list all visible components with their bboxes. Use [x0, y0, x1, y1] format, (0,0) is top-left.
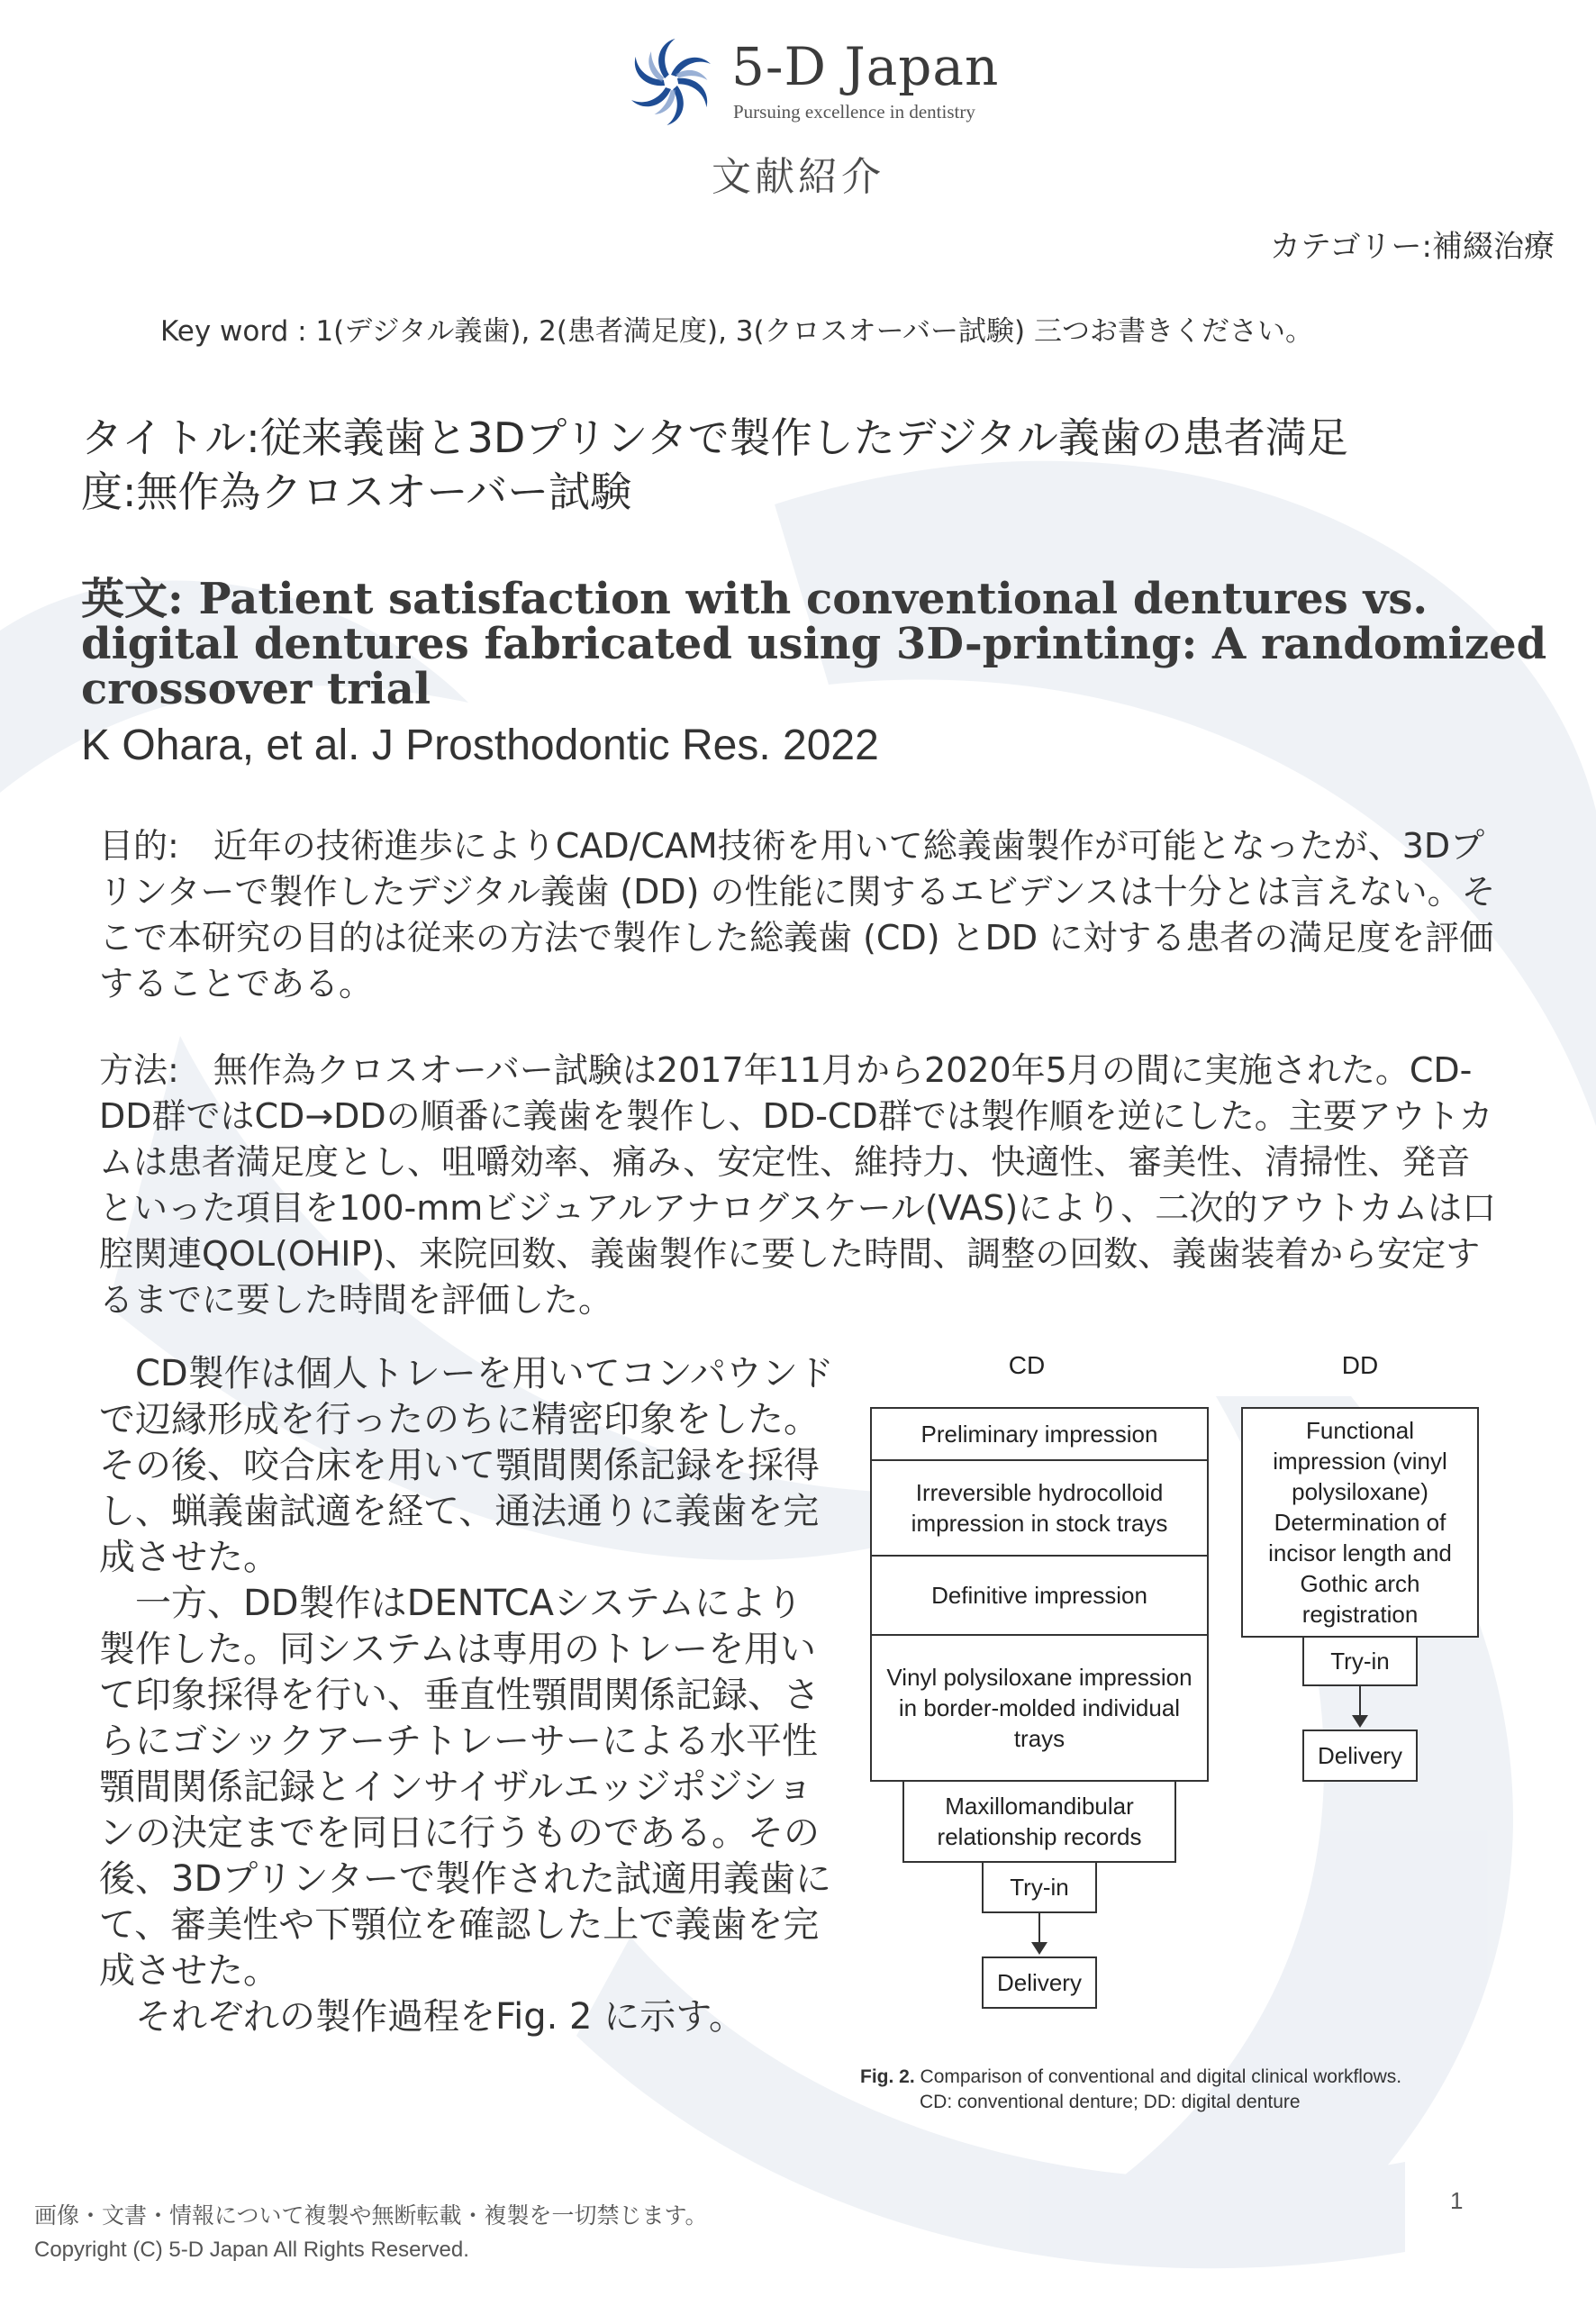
cd-step-delivery: Delivery — [982, 1956, 1097, 2009]
citation: K Ohara, et al. J Prosthodontic Res. 2022 — [81, 722, 879, 769]
english-title-text: Patient satisfaction with conventional dentures vs. digital dentures fabricated using 3D-printing: A randomized crossover trial — [81, 574, 1547, 714]
figure-caption — [860, 2065, 1527, 2115]
title-line-2: 度:無作為クロスオーバー試験 — [81, 468, 632, 516]
swirl-logo-icon — [621, 32, 721, 132]
caption-line-1: Comparison of conventional and digital clinical workflows. — [920, 2066, 1402, 2087]
dd-step-functional: Functional impression (vinyl polysiloxane) Determination of incisor length and Gothic arch registration — [1241, 1407, 1479, 1638]
footer-notice: 画像・文書・情報について複製や無断転載・複製を一切禁じます。 — [34, 2202, 708, 2229]
keywords-line: Key word : 1(デジタル義歯), 2(患者満足度), 3(クロスオーバー試験) 三つお書きください。 — [160, 315, 1313, 348]
dd-step-tryin: Try-in — [1302, 1636, 1418, 1686]
dd-arrow-down-icon — [1352, 1715, 1368, 1728]
page-number: 1 — [1450, 2187, 1464, 2214]
footer-copyright: Copyright (C) 5-D Japan All Rights Reserved. — [34, 2238, 469, 2262]
body-paragraph-2: 一方、DD製作はDENTCAシステムにより製作した。同システムは専用のトレーを用いて印象採得を行い、垂直性顎間関係記録、さらにゴシックアーチトレーサーによる水平性顎間関係記録とインサイザルエッジポジションの決定までを同日に行うものである。その後、3Dプリンターで製作された試適用義歯にて、審美性や下顎位を確認した上で義歯を完成させた。 — [99, 1583, 832, 1992]
body-paragraph-3: それぞれの製作過程をFig. 2 に示す。 — [135, 1996, 745, 2038]
logo-name: 5-D Japan — [731, 36, 1000, 97]
logo-tagline: Pursuing excellence in dentistry — [733, 101, 975, 123]
title-line-1: タイトル:従来義歯と3Dプリンタで製作したデジタル義歯の患者満足 — [81, 413, 1348, 462]
cd-step-tryin: Try-in — [982, 1861, 1097, 1913]
cd-step-preliminary: Preliminary impression — [870, 1407, 1209, 1461]
english-title: 英文: Patient satisfaction with conventional dentures vs. digital dentures fabricated using 3D-printing: A randomized crossover trial — [81, 574, 1547, 714]
workflow-figure — [856, 1351, 1504, 2036]
japanese-title — [81, 411, 1522, 519]
cd-arrow-down-icon — [1031, 1942, 1047, 1955]
cd-step-maxillomandibular: Maxillomandibular relationship records — [902, 1780, 1176, 1863]
method-paragraph: 方法: 無作為クロスオーバー試験は2017年11月から2020年5月の間に実施された。CD-DD群ではCD→DDの順番に義歯を製作し、DD-CD群では製作順を逆にした。主要アウトカムは患者満足度とし、咀嚼効率、痛み、安定性、維持力、快適性、審美性、清掃性、発音といった項目を100-mmビジュアルアナログスケール(VAS)により、二次的アウトカムは口腔関連QOL(OHIP)、来院回数、義歯製作に要した時間、調整の回数、義歯装着から安定するまでに要した時間を評価した。 — [99, 1050, 1497, 1320]
english-title-label: 英文 — [81, 574, 168, 624]
dd-step-delivery: Delivery — [1302, 1730, 1418, 1782]
purpose-paragraph: 目的: 近年の技術進歩によりCAD/CAM技術を用いて総義歯製作が可能となったが、3Dプリンターで製作したデジタル義歯 (DD) の性能に関するエビデンスは十分とは言えない。そこで本研究の目的は従来の方法で製作した総義歯 (CD) とDD に対する患者の満足度を評価することである。 — [99, 826, 1496, 1003]
dd-column-header: DD — [1341, 1351, 1379, 1379]
cd-step-hydrocolloid: Irreversible hydrocolloid impression in stock trays — [870, 1459, 1209, 1557]
cd-step-definitive: Definitive impression — [870, 1555, 1209, 1636]
category-label: カテゴリー:補綴治療 — [1269, 229, 1555, 265]
body-paragraph-1: CD製作は個人トレーを用いてコンパウンドで辺縁形成を行ったのちに精密印象をした。その後、咬合床を用いて顎間関係記録を採得し、蝋義歯試適を経て、通法通りに義歯を完成させた。 — [99, 1353, 834, 1578]
body-text — [99, 1351, 838, 2040]
caption-line-2: CD: conventional denture; DD: digital denture — [920, 2092, 1301, 2112]
caption-label: Fig. 2. — [860, 2066, 915, 2087]
company-logo — [621, 32, 1009, 132]
cd-step-vinyl: Vinyl polysiloxane impression in border-molded individual trays — [870, 1634, 1209, 1782]
cd-column-header: CD — [1008, 1351, 1046, 1379]
section-subtitle: 文献紹介 — [712, 154, 884, 200]
